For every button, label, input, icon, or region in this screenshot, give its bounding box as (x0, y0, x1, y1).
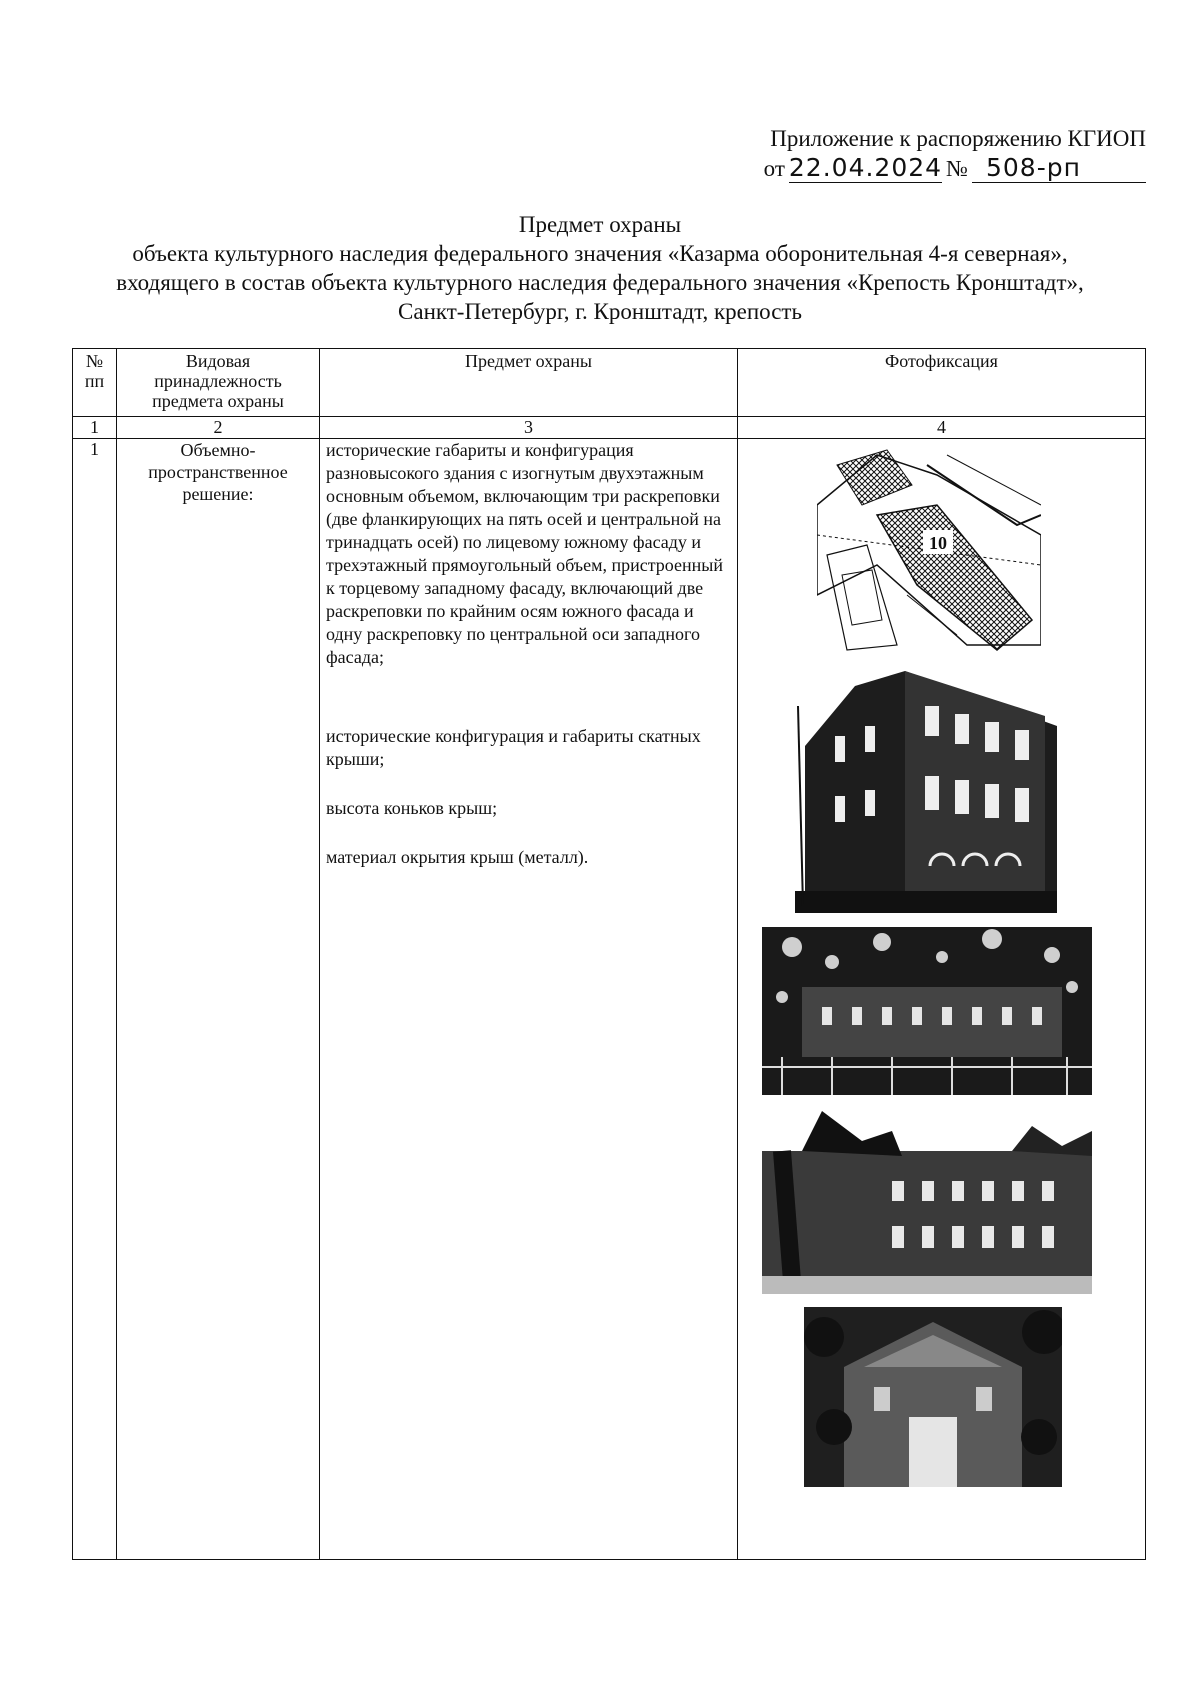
annex-reference (764, 124, 1146, 183)
subject-item: высота коньков крыш; (326, 798, 498, 818)
building-photo-3 (762, 1111, 1092, 1294)
annex-line: Приложение к распоряжению КГИОП (770, 126, 1146, 151)
header-type: Видовая принадлежность предмета охраны (117, 349, 320, 417)
subject-item: материал окрытия крыш (металл). (326, 847, 589, 867)
title-line-4: Санкт-Петербург, г. Кронштадт, крепость (398, 299, 802, 324)
map-plot-label: 10 (929, 533, 947, 553)
protection-table (72, 348, 1146, 1560)
order-number: 508-рп (972, 153, 1146, 183)
number-label: № (946, 156, 968, 181)
subject-item: исторические конфигурация и габариты скатных крыши; (326, 726, 701, 769)
site-map-image (817, 445, 1041, 655)
row-type: Объемно-пространственное решение: (117, 439, 320, 1560)
document-title (90, 210, 1110, 326)
building-photo-1 (795, 666, 1057, 913)
row-subject (320, 439, 738, 1560)
building-photo-4 (804, 1307, 1062, 1487)
header-photo: Фотофиксация (738, 349, 1146, 417)
column-number: 3 (320, 417, 738, 439)
row-photos (738, 439, 1146, 1560)
column-number: 4 (738, 417, 1146, 439)
building-photo-2 (762, 927, 1092, 1095)
header-subject: Предмет охраны (320, 349, 738, 417)
column-number: 2 (117, 417, 320, 439)
title-line-3: входящего в состав объекта культурного наследия федерального значения «Крепость Кронштадт», (116, 270, 1084, 295)
annex-date-number (764, 153, 1146, 183)
row-number: 1 (73, 439, 117, 1560)
title-line-2: объекта культурного наследия федерального значения «Казарма оборонительная 4-я северная», (132, 241, 1068, 266)
column-number: 1 (73, 417, 117, 439)
column-number-row (73, 417, 1146, 439)
order-date: 22.04.2024 (788, 153, 943, 182)
from-label: от (763, 156, 785, 181)
subject-item: исторические габариты и конфигурация разновысокого здания с изогнутым двухэтажным основным объемом, включающим три раскреповки (две фланкирующих на пять осей и центральной на тринадцать осей) по лицевому южному фасаду и трехэтажный прямоугольный объем, пристроенный к торцевому западному фасаду, включающий две раскреповки по крайним осям южного фасада и одну раскреповку по центральной оси западного фасада; (326, 440, 724, 667)
table-row (73, 439, 1146, 1560)
header-num: № пп (73, 349, 117, 417)
title-line-1: Предмет охраны (518, 212, 682, 237)
table-header-row (73, 349, 1146, 417)
